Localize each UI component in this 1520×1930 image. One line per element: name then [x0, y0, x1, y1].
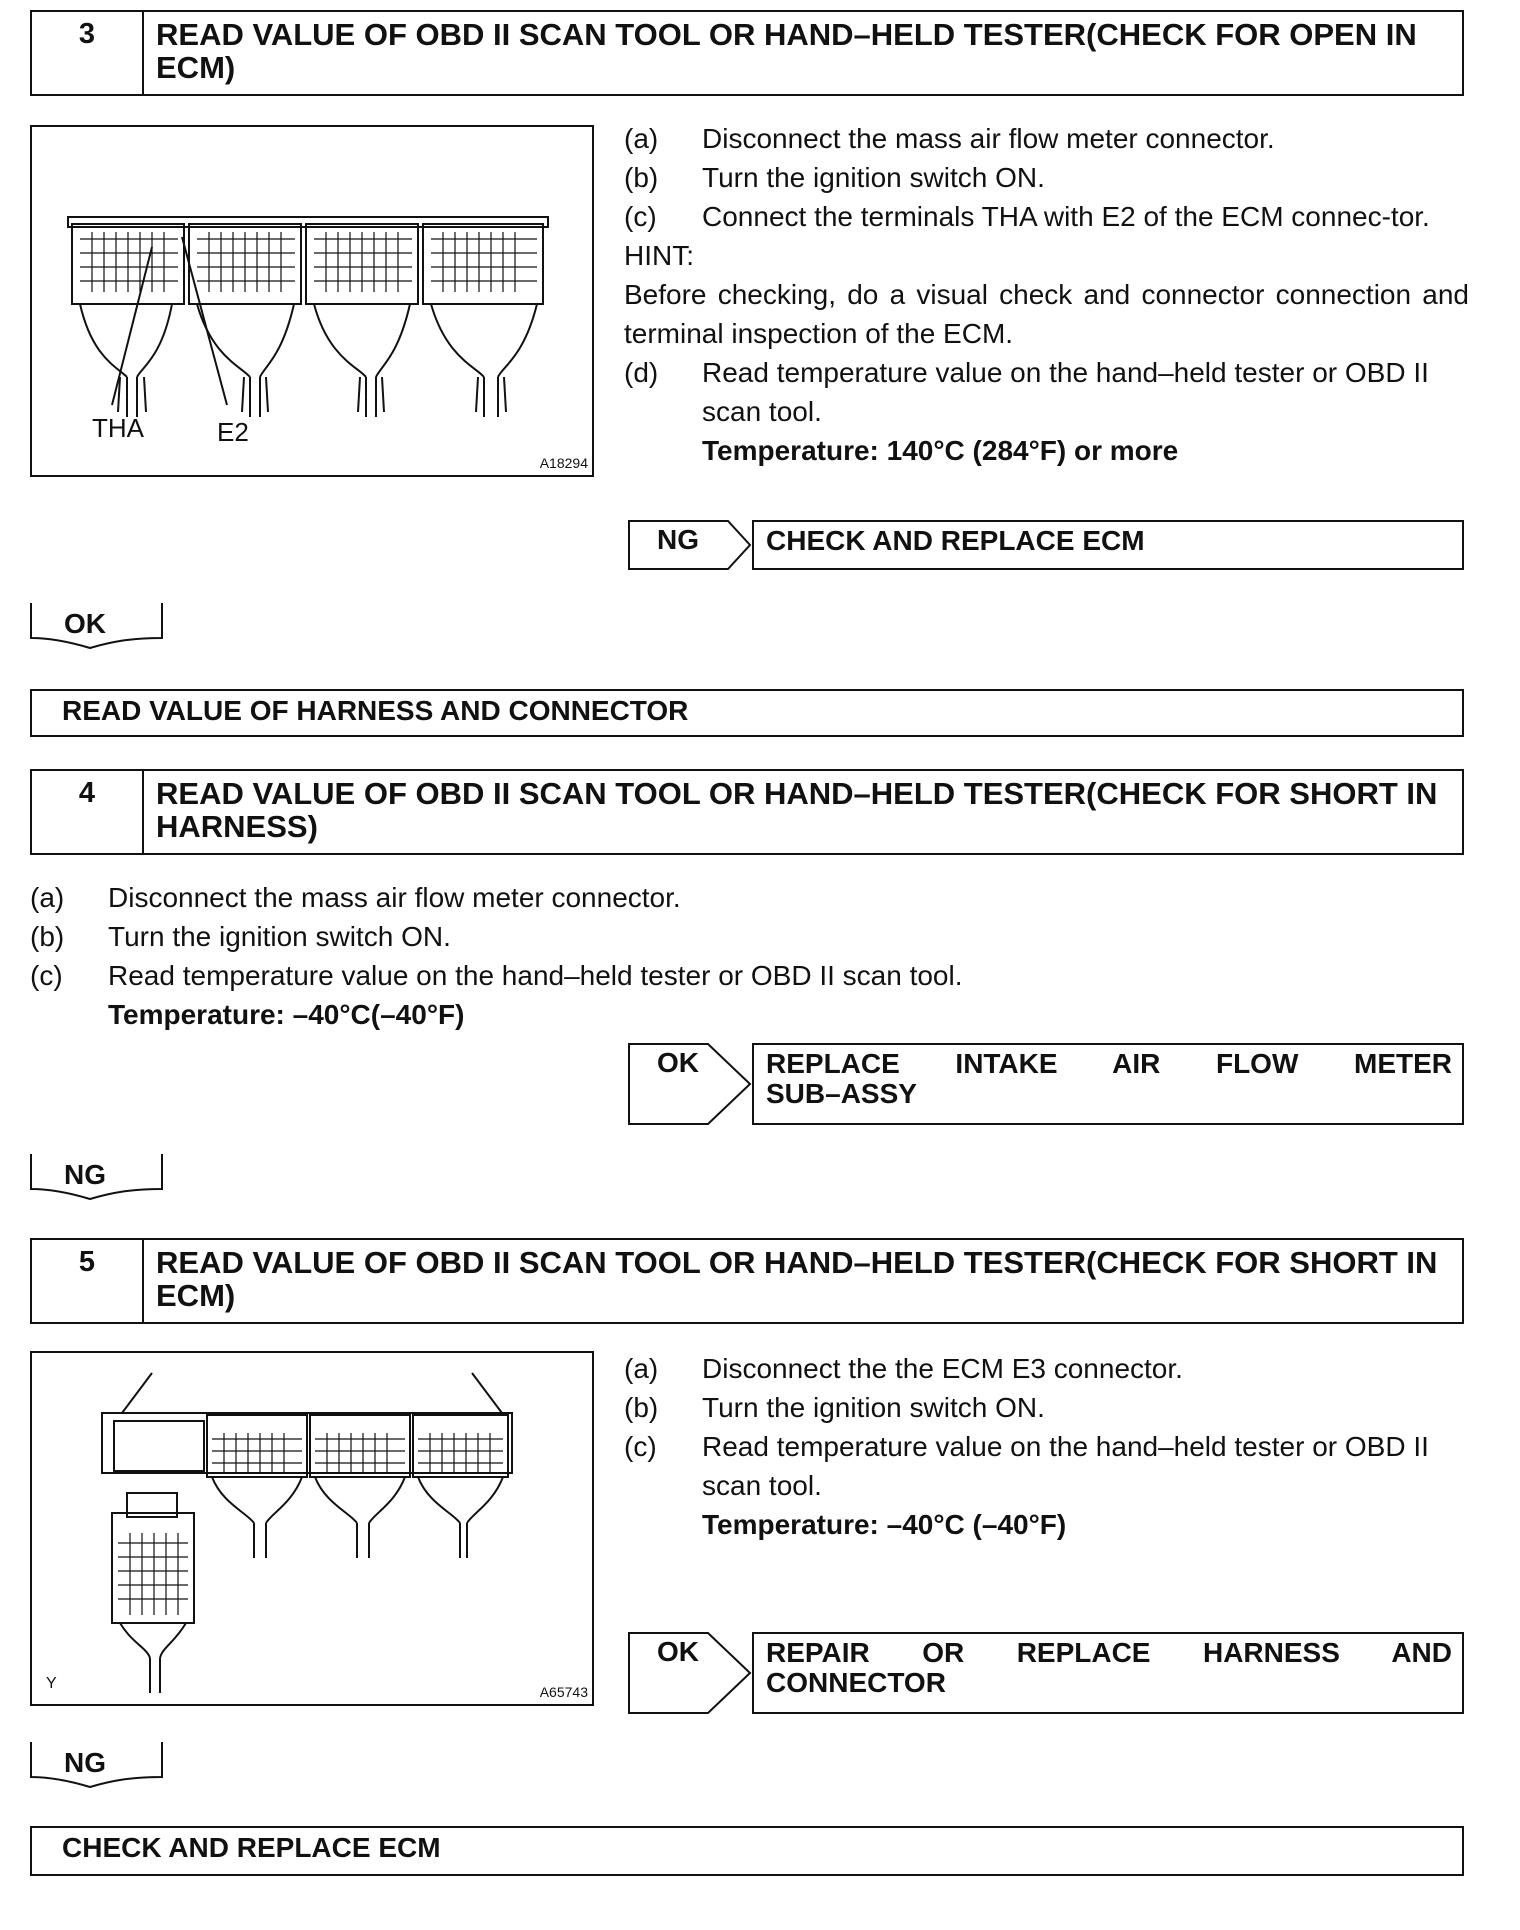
figure-code: A18294 — [539, 455, 588, 471]
step-4-header — [30, 769, 1464, 855]
branch-target — [752, 1043, 1464, 1125]
item-marker: (a) — [30, 882, 65, 913]
list-item — [624, 1388, 1469, 1427]
e2-label: E2 — [217, 417, 249, 447]
step-5-result-box: CHECK AND REPLACE ECM — [30, 1826, 1464, 1876]
branch-target-line: SUB–ASSY — [766, 1078, 917, 1109]
ecm-e3-connector-figure — [30, 1351, 594, 1706]
item-marker: (b) — [624, 1392, 659, 1423]
step-4-instructions — [30, 878, 1330, 1034]
step-number: 4 — [32, 771, 144, 853]
item-marker: (a) — [624, 123, 659, 154]
temperature-spec: Temperature: 140°C (284°F) or more — [702, 435, 1179, 466]
list-item — [624, 197, 1469, 236]
hint-text: Before checking, do a visual check and connector connection and terminal inspection of the ECM. — [624, 279, 1469, 349]
ok-branch — [628, 1043, 1464, 1125]
step-number: 3 — [32, 12, 144, 94]
tha-label: THA — [92, 413, 144, 443]
ng-branch — [628, 520, 1464, 570]
list-item — [624, 119, 1469, 158]
list-item — [30, 878, 1330, 917]
step-number: 5 — [32, 1240, 144, 1322]
item-marker: (c) — [624, 201, 657, 232]
item-marker: (d) — [624, 357, 659, 388]
branch-target-line: CONNECTOR — [766, 1667, 946, 1698]
step-5-header — [30, 1238, 1464, 1324]
item-text: Read temperature value on the hand–held tester or OBD II scan tool. — [702, 1431, 1429, 1501]
ng-label: NG — [64, 1747, 106, 1778]
item-text: Disconnect the the ECM E3 connector. — [702, 1353, 1183, 1384]
item-text: Turn the ignition switch ON. — [702, 162, 1045, 193]
ok-arrow-tag — [628, 1632, 752, 1714]
step-title: READ VALUE OF OBD II SCAN TOOL OR HAND–HELD TESTER(CHECK FOR SHORT IN HARNESS) — [156, 776, 1438, 844]
ok-label: OK — [657, 1636, 699, 1667]
ok-label: OK — [657, 1047, 699, 1078]
ng-label: NG — [657, 524, 699, 555]
branch-target: CHECK AND REPLACE ECM — [752, 520, 1464, 570]
step-3-header — [30, 10, 1464, 96]
item-text: Read temperature value on the hand–held tester or OBD II scan tool. — [702, 357, 1429, 427]
branch-target — [752, 1632, 1464, 1714]
item-text: Turn the ignition switch ON. — [702, 1392, 1045, 1423]
ok-branch — [628, 1632, 1464, 1714]
branch-target-line: REPLACE INTAKE AIR FLOW METER — [766, 1048, 1452, 1079]
item-marker: (c) — [30, 960, 63, 991]
step-title: READ VALUE OF OBD II SCAN TOOL OR HAND–HELD TESTER(CHECK FOR SHORT IN ECM) — [156, 1245, 1438, 1313]
list-item — [30, 956, 1330, 995]
ng-result-tag — [30, 1153, 166, 1201]
step-3-result-box: READ VALUE OF HARNESS AND CONNECTOR — [30, 689, 1464, 737]
item-marker: (b) — [624, 162, 659, 193]
item-marker: (b) — [30, 921, 65, 952]
item-text: Disconnect the mass air flow meter connector. — [108, 882, 681, 913]
item-marker: (c) — [624, 1431, 657, 1462]
ecm-connector-figure — [30, 125, 594, 477]
step-5-instructions — [624, 1349, 1469, 1544]
list-item — [30, 917, 1330, 956]
list-item — [624, 1427, 1469, 1505]
temperature-spec: Temperature: –40°C (–40°F) — [702, 1509, 1067, 1540]
list-item — [624, 158, 1469, 197]
branch-target-line: REPAIR OR REPLACE HARNESS AND — [766, 1637, 1452, 1668]
item-text: Read temperature value on the hand–held tester or OBD II scan tool. — [108, 960, 963, 991]
item-marker: (a) — [624, 1353, 659, 1384]
ok-result-tag — [30, 602, 166, 650]
ok-label: OK — [64, 608, 106, 639]
figure-corner-mark: Y — [46, 1675, 57, 1692]
ng-label: NG — [64, 1159, 106, 1190]
item-text: Disconnect the mass air flow meter connector. — [702, 123, 1275, 154]
ng-result-tag — [30, 1741, 166, 1789]
ng-arrow-tag — [628, 520, 752, 570]
item-text: Turn the ignition switch ON. — [108, 921, 451, 952]
list-item — [624, 353, 1469, 431]
step-title: READ VALUE OF OBD II SCAN TOOL OR HAND–HELD TESTER(CHECK FOR OPEN IN ECM) — [156, 17, 1417, 85]
ecm-e3-connector-drawing — [32, 1353, 592, 1704]
step-3-instructions — [624, 119, 1469, 470]
temperature-spec: Temperature: –40°C(–40°F) — [108, 999, 465, 1030]
list-item — [624, 1349, 1469, 1388]
ok-arrow-tag — [628, 1043, 752, 1125]
item-text: Connect the terminals THA with E2 of the ECM connec-tor. — [702, 201, 1430, 232]
figure-code: A65743 — [539, 1684, 588, 1700]
hint-label: HINT: — [624, 240, 694, 271]
